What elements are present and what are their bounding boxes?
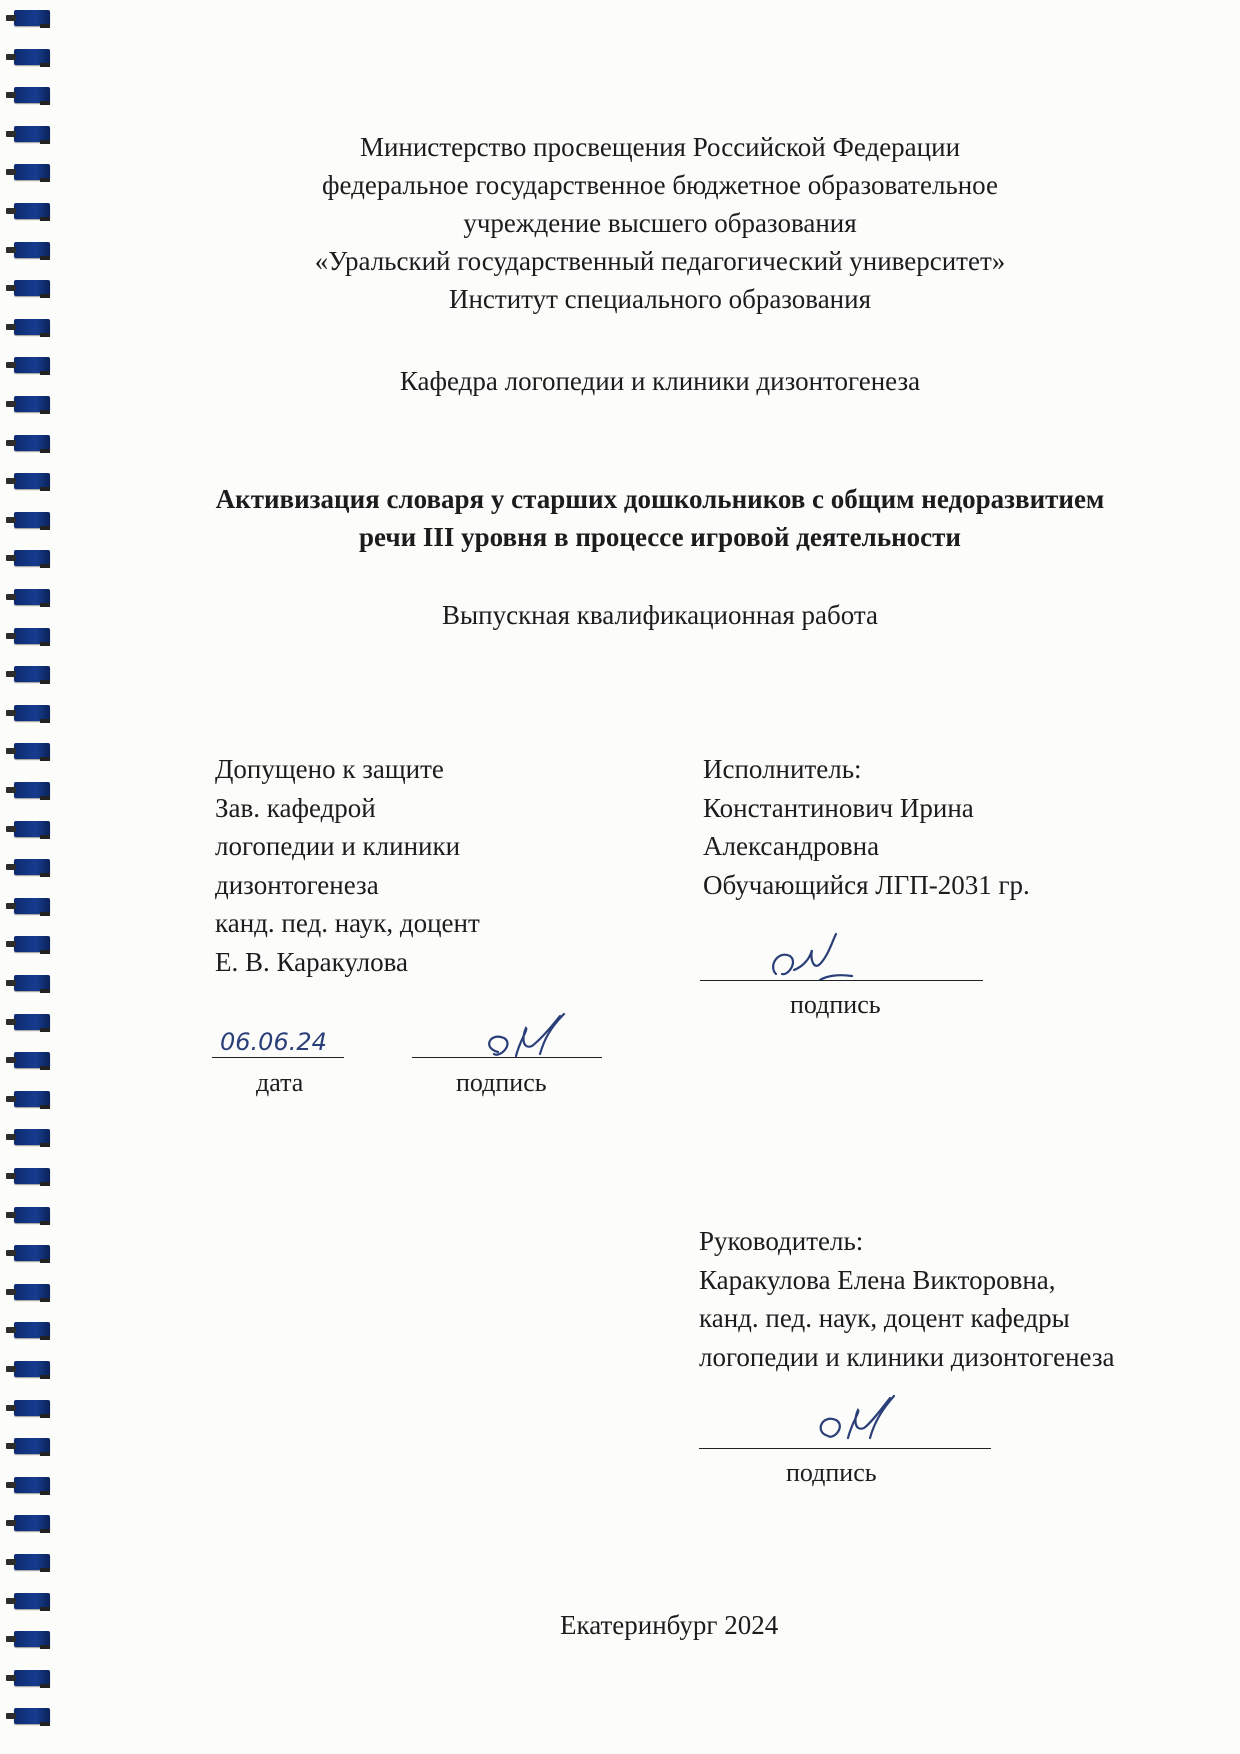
- executor-signature-caption: подпись: [790, 990, 881, 1019]
- thesis-title-line-2: речи III уровня в процессе игровой деятельности: [359, 522, 961, 552]
- binding-ring: [14, 975, 50, 991]
- admission-date-line: [212, 1057, 344, 1058]
- admission-line: Допущено к защите: [215, 754, 444, 784]
- binding-ring: [14, 1091, 50, 1107]
- supervisor-line: Руководитель:: [699, 1226, 864, 1256]
- binding-ring: [14, 126, 50, 142]
- binding-ring: [14, 898, 50, 914]
- binding-ring: [14, 1438, 50, 1454]
- binding-ring: [14, 1515, 50, 1531]
- binding-ring: [14, 1168, 50, 1184]
- admission-line: дизонтогенеза: [215, 869, 379, 900]
- binding-ring: [14, 49, 50, 65]
- executor-line: Исполнитель:: [703, 754, 862, 784]
- binding-ring: [14, 1593, 50, 1609]
- binding-ring: [14, 435, 50, 451]
- university-type-line: федеральное государственное бюджетное образовательное: [321, 170, 998, 200]
- supervisor-line: логопедии и клиники дизонтогенеза: [699, 1341, 1115, 1372]
- executor-line: Обучающийся ЛГП-2031 гр.: [703, 869, 1030, 900]
- binding-ring: [14, 1322, 50, 1338]
- supervisor-line: Каракулова Елена Викторовна,: [699, 1264, 1056, 1295]
- admission-date-value: 06.06.24: [220, 1028, 327, 1056]
- binding-ring: [14, 1708, 50, 1724]
- binding-ring: [14, 242, 50, 258]
- binding-ring: [14, 705, 50, 721]
- admission-line: логопедии и клиники: [215, 831, 461, 861]
- executor-block: [703, 750, 1030, 904]
- admission-signature-mark: [470, 1010, 580, 1070]
- supervisor-signature-mark: [806, 1392, 906, 1454]
- binding-ring: [14, 1631, 50, 1647]
- binding-ring: [14, 1207, 50, 1223]
- admission-line: канд. пед. наук, доцент: [215, 908, 480, 938]
- supervisor-line: канд. пед. наук, доцент кафедры: [699, 1303, 1070, 1333]
- binding-ring: [14, 1284, 50, 1300]
- admission-signature-caption: подпись: [456, 1068, 547, 1097]
- spiral-binding: [0, 0, 60, 1754]
- supervisor-signature-caption: подпись: [786, 1458, 877, 1487]
- binding-ring: [14, 1361, 50, 1377]
- binding-ring: [14, 164, 50, 180]
- binding-ring: [14, 821, 50, 837]
- binding-ring: [14, 87, 50, 103]
- admission-line: Е. В. Каракулова: [215, 946, 409, 977]
- binding-ring: [14, 280, 50, 296]
- binding-ring: [14, 628, 50, 644]
- admission-line: Зав. кафедрой: [215, 792, 376, 823]
- supervisor-block: [699, 1222, 1115, 1376]
- admission-date-caption: дата: [256, 1068, 304, 1097]
- executor-signature-line: [700, 980, 983, 981]
- binding-ring: [14, 1400, 50, 1416]
- executor-line: Константинович Ирина: [703, 792, 974, 823]
- binding-ring: [14, 782, 50, 798]
- binding-ring: [14, 666, 50, 682]
- binding-ring: [14, 396, 50, 412]
- binding-ring: [14, 1052, 50, 1068]
- binding-ring: [14, 512, 50, 528]
- binding-ring: [14, 743, 50, 759]
- binding-ring: [14, 1245, 50, 1261]
- institute-line: Институт специального образования: [448, 284, 872, 314]
- ministry-line: Министерство просвещения Российской Федерации: [359, 132, 961, 162]
- binding-ring: [14, 357, 50, 373]
- executor-line: Александровна: [703, 831, 880, 861]
- binding-ring: [14, 1477, 50, 1493]
- institution-level-line: учреждение высшего образования: [463, 208, 857, 238]
- binding-ring: [14, 1014, 50, 1030]
- binding-ring: [14, 1554, 50, 1570]
- binding-ring: [14, 203, 50, 219]
- department-line: Кафедра логопедии и клиники дизонтогенеза: [399, 366, 921, 396]
- executor-signature-mark: [756, 930, 866, 992]
- university-name-line: «Уральский государственный педагогический университет»: [314, 246, 1006, 276]
- binding-ring: [14, 550, 50, 566]
- binding-ring: [14, 10, 50, 26]
- binding-ring: [14, 936, 50, 952]
- binding-ring: [14, 859, 50, 875]
- binding-ring: [14, 473, 50, 489]
- binding-ring: [14, 589, 50, 605]
- supervisor-signature-line: [699, 1448, 991, 1449]
- binding-ring: [14, 319, 50, 335]
- admission-block: [215, 750, 480, 981]
- binding-ring: [14, 1670, 50, 1686]
- binding-ring: [14, 1129, 50, 1145]
- admission-signature-line: [412, 1057, 602, 1058]
- city-year: Екатеринбург 2024: [560, 1610, 779, 1640]
- work-type: Выпускная квалификационная работа: [441, 600, 879, 630]
- thesis-title-line-1: Активизация словаря у старших дошкольников с общим недоразвитием: [215, 484, 1105, 514]
